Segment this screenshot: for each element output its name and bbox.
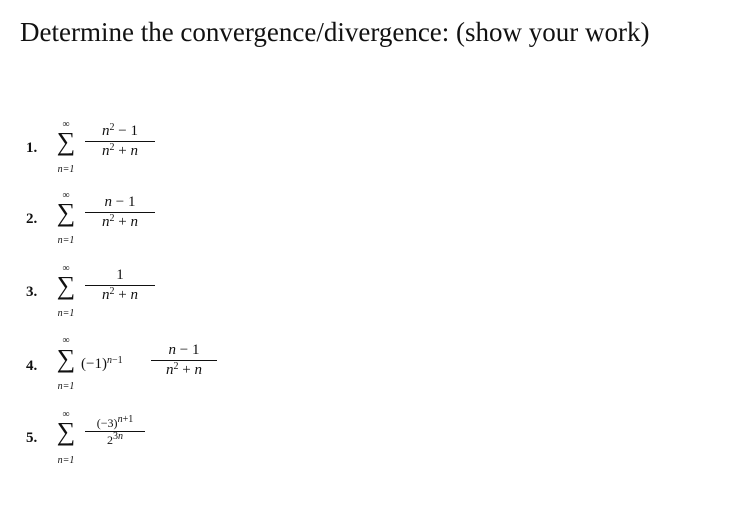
fraction-bar (85, 285, 155, 286)
fraction (85, 194, 155, 231)
fraction-bar (151, 360, 217, 361)
fraction-bar (85, 141, 155, 142)
problem-number: 3. (26, 284, 38, 300)
sum-lower-limit: n=1 (57, 308, 75, 319)
problem-number: 2. (26, 211, 38, 227)
sum-upper-limit: ∞ (62, 409, 70, 420)
numerator: $(-3)^{n+1}$ (96, 414, 134, 430)
sum-lower-limit: n=1 (57, 455, 75, 466)
numerator: n − 1 (168, 342, 200, 358)
denominator: $n^2 + n$ (102, 286, 138, 303)
alternating-factor: $(-1)^{n-1}$ (81, 355, 123, 372)
problem-number: 5. (26, 430, 38, 446)
fraction-bar (85, 212, 155, 213)
sum-upper-limit: ∞ (62, 119, 70, 130)
sum-upper-limit: ∞ (62, 335, 70, 346)
sigma-symbol: ∑ (56, 417, 76, 446)
denominator: $n^2 + n$ (102, 142, 138, 159)
sum-upper-limit: ∞ (62, 190, 70, 201)
sum-lower-limit: n=1 (57, 381, 75, 392)
fraction (85, 416, 145, 447)
sum-lower-limit: n=1 (57, 235, 75, 246)
numerator: 1 (116, 267, 124, 283)
denominator: $n^2 + n$ (102, 213, 138, 230)
fraction (85, 267, 155, 304)
fraction (85, 123, 155, 160)
sigma-symbol: ∑ (56, 344, 76, 373)
fraction (151, 342, 217, 379)
problem-number: 1. (26, 140, 38, 156)
page-title: Determine the convergence/divergence: (show your work) (20, 17, 650, 47)
sigma-symbol: ∑ (56, 271, 76, 300)
sigma-symbol: ∑ (56, 198, 76, 227)
sum-lower-limit: n=1 (57, 164, 75, 175)
denominator: $n^2 + n$ (166, 361, 202, 378)
problem-number: 4. (26, 358, 38, 374)
numerator: n − 1 (104, 194, 136, 210)
sum-upper-limit: ∞ (62, 263, 70, 274)
sigma-symbol: ∑ (56, 127, 76, 156)
numerator: $n^2 - 1$ (102, 122, 138, 139)
denominator: $2^{3n}$ (107, 431, 123, 447)
